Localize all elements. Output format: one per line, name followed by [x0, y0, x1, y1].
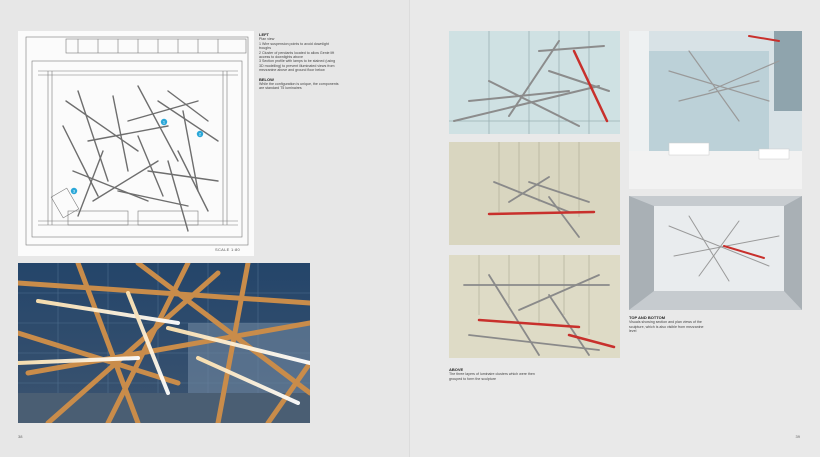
plan-scale-label: SCALE 1:80 — [214, 247, 240, 252]
caption-topbottom-text: Visuals showing section and plan views of the sculpture, which is also visible from mezzanine level — [629, 320, 704, 334]
caption-above-text: The three layers of luminaire clusters which were then grouped to form the sculpture — [449, 372, 535, 381]
sculpture-photo — [18, 263, 310, 423]
render-layer-1 — [449, 142, 620, 245]
caption-item-1: 1 Wire suspension points to avoid downlight troughs — [259, 41, 329, 51]
plan-marker-1-label: 1 — [162, 119, 166, 125]
plan-svg — [18, 31, 254, 256]
caption-list — [259, 42, 339, 73]
render-plan-view — [629, 196, 802, 310]
caption-subheading: Plan view — [259, 37, 275, 42]
plan-drawing — [18, 31, 254, 256]
caption-above — [449, 368, 539, 381]
page-number-left: 38 — [18, 434, 23, 439]
caption-item-2: 2 Cluster of pendants located to allow Genie lift access to downlights above — [259, 50, 335, 60]
caption-heading-left: LEFT — [259, 32, 269, 37]
render-layer-2 — [449, 255, 620, 358]
plan-marker-2-label: 2 — [198, 131, 202, 137]
left-caption — [259, 31, 339, 91]
caption-heading-below: BELOW — [259, 76, 274, 82]
render-section-top — [449, 31, 620, 134]
caption-below-text: While the configuration is unique, the components are standard T5 luminaires — [259, 82, 339, 91]
caption-above-heading: ABOVE — [449, 367, 464, 372]
render-interior-section — [629, 31, 802, 189]
caption-top-bottom — [629, 316, 709, 334]
caption-topbottom-heading: TOP AND BOTTOM — [629, 315, 666, 320]
plan-marker-3-label: 3 — [72, 188, 76, 194]
caption-item-3: 3 Section profile with lamps to be stained (using 3D modelling) to prevent illuminated views from mezzanine above and ground floor below — [259, 59, 336, 73]
page-number-right: 39 — [795, 434, 800, 439]
